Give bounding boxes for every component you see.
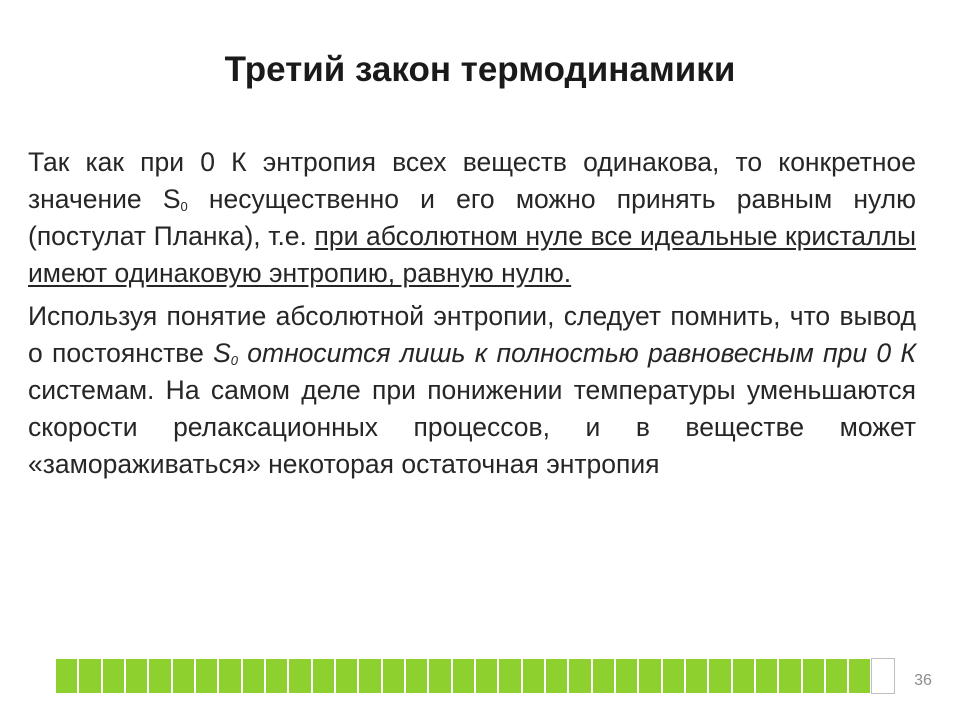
progress-segment-filled [312,658,335,694]
progress-segment-filled [755,658,778,694]
progress-segment-filled [335,658,358,694]
progress-segment-filled [358,658,381,694]
progress-segment-filled [382,658,405,694]
underlined-statement: при абсолютном нуле все идеальные кристаллы имеют одинаковую энтропию, равную нулю. [28,221,916,288]
progress-segment-filled [242,658,265,694]
subscript-zero: 0 [180,199,188,214]
progress-segment-filled [685,658,708,694]
progress-segment-filled [592,658,615,694]
progress-segment-filled [825,658,848,694]
italic-equilibrium-phrase: относится лишь к полностью равновесным при 0 К [238,338,916,368]
progress-segment-filled [265,658,288,694]
paragraph-planck-postulate [28,144,916,292]
paragraph2-text-b: системам. На самом деле при понижении температуры уменьшаются скорости релаксационных процессов, и в веществе может «замораживаться» некоторая остаточная энтропия [28,375,916,479]
slide-body [28,144,916,483]
progress-segment-filled [662,658,685,694]
slide-title: Третий закон термодинамики [224,50,736,89]
progress-segment-filled [288,658,311,694]
progress-segment-empty [871,658,894,694]
progress-segment-filled [78,658,101,694]
progress-segment-filled [55,658,78,694]
slide-progress-bar [55,658,895,694]
progress-segment-filled [148,658,171,694]
progress-segment-filled [218,658,241,694]
progress-segment-filled [475,658,498,694]
progress-segment-filled [778,658,801,694]
progress-segment-filled [452,658,475,694]
paragraph1-text-b: несущественно и его можно принять равным нулю (постулат Планка), т.е. [28,184,916,251]
page-number: 36 [914,672,932,689]
progress-segment-filled [195,658,218,694]
progress-segment-filled [172,658,195,694]
progress-segment-filled [405,658,428,694]
progress-segment-filled [102,658,125,694]
progress-segment-filled [732,658,755,694]
progress-segment-filled [848,658,871,694]
progress-segment-filled [638,658,661,694]
progress-segment-filled [498,658,521,694]
italic-s-symbol: S [213,338,231,368]
paragraph2-text-a: Используя понятие абсолютной энтропии, следует помнить, что вывод о постоянстве [28,301,916,368]
progress-segment-filled [545,658,568,694]
progress-segment-filled [708,658,731,694]
progress-segment-filled [522,658,545,694]
progress-segment-filled [802,658,825,694]
progress-segment-filled [568,658,591,694]
subscript-zero-italic: 0 [230,353,238,368]
progress-segment-filled [615,658,638,694]
progress-segment-filled [428,658,451,694]
paragraph-absolute-entropy [28,298,916,483]
progress-segment-filled [125,658,148,694]
paragraph1-text-a: Так как при 0 К энтропия всех веществ одинакова, то конкретное значение S [28,147,916,214]
